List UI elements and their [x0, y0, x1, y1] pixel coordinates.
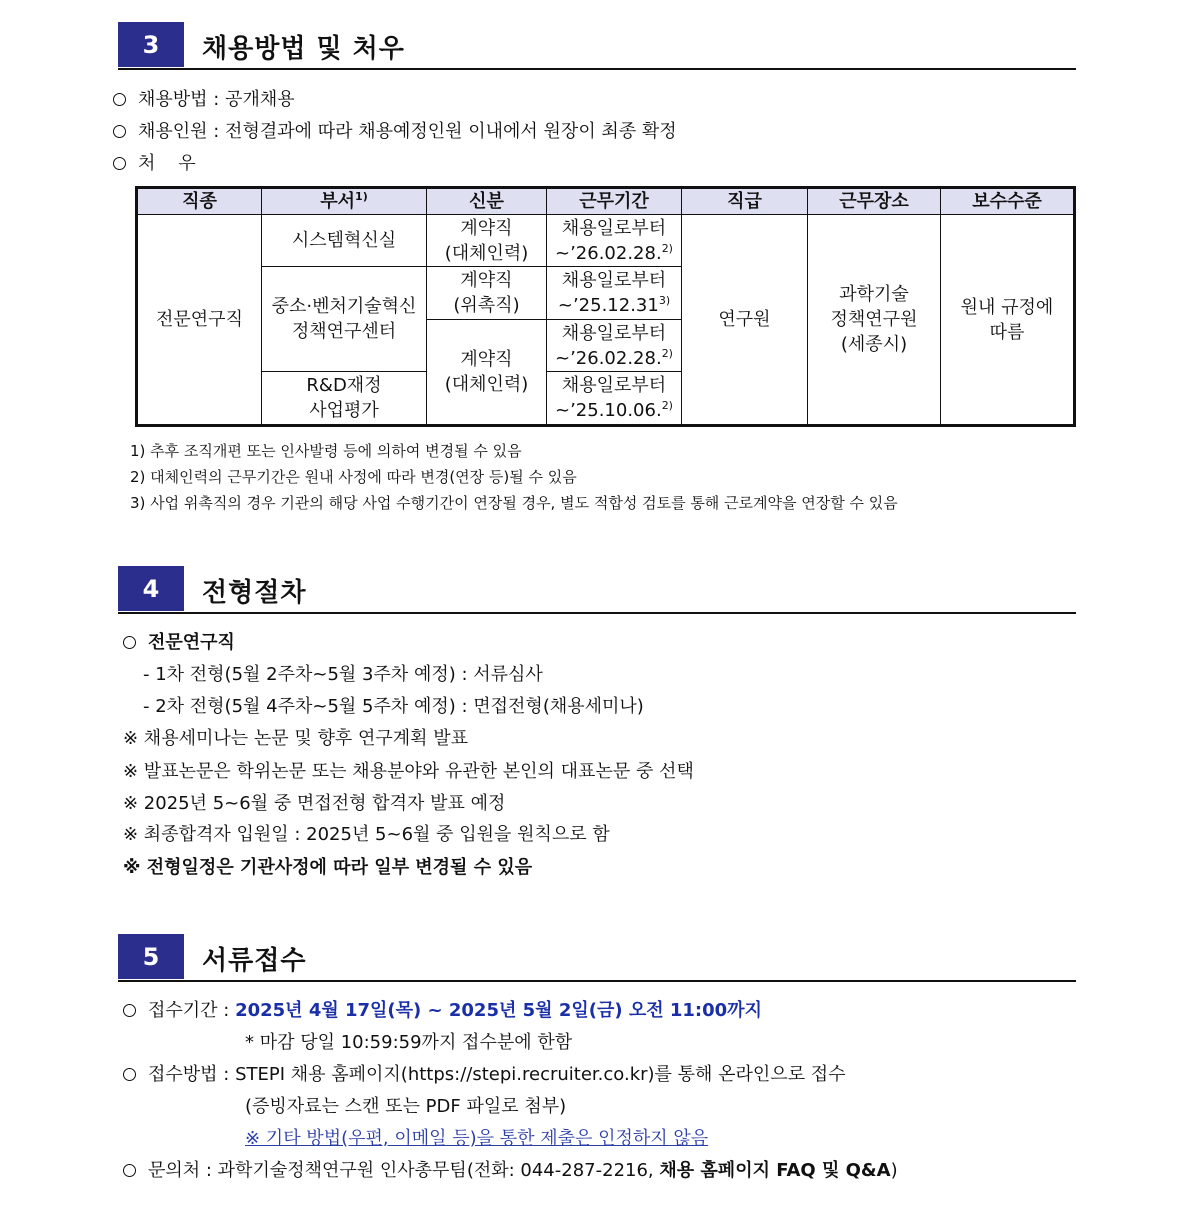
remark-line: ※ 발표논문은 학위논문 또는 채용분야와 유관한 본인의 대표논문 중 선택 — [123, 761, 694, 782]
section-title: 서류접수 — [202, 946, 307, 976]
cell-status: 계약직 (위촉직) — [427, 267, 547, 319]
cell-grade: 연구원 — [682, 215, 808, 426]
footnote-3: 3) 사업 위촉직의 경우 기관의 해당 사업 수행기간이 연장될 경우, 별도 적합성 검토를 통해 근로계약을 연장할 수 있음 — [130, 494, 898, 512]
circle-bullet-icon — [123, 636, 136, 649]
section-5-header — [118, 934, 1076, 982]
apply-method-note: (증빙자료는 스캔 또는 PDF 파일로 첨부) — [245, 1096, 567, 1117]
section-3-header — [118, 22, 1076, 70]
treatment-table — [135, 186, 1076, 427]
header-pay: 보수수준 — [941, 188, 1075, 215]
recruit-method-line: 채용방법 : 공개채용 — [113, 89, 295, 111]
header-status: 신분 — [427, 188, 547, 215]
table-row — [137, 215, 1075, 267]
apply-method-warning: ※ 기타 방법(우편, 이메일 등)을 통한 제출은 인정하지 않음 — [245, 1128, 709, 1149]
remark-line: ※ 최종합격자 입원일 : 2025년 5~6월 중 입원을 원칙으로 함 — [123, 824, 610, 845]
footnote-mark: 1) — [355, 190, 368, 203]
header-place: 근무장소 — [808, 188, 941, 215]
header-dept: 부서$^{1)}$ — [262, 188, 427, 215]
circle-bullet-icon — [113, 93, 126, 106]
section-4-header — [118, 566, 1076, 614]
header-job-type: 직종 — [137, 188, 262, 215]
section-title: 전형절차 — [202, 578, 307, 608]
cell-status: 계약직 (대체인력) — [427, 319, 547, 425]
contact-line: 문의처 : 과학기술정책연구원 인사총무팀(전화: 044-287-2216, 채용 홈페이지 FAQ 및 Q&A) — [123, 1160, 898, 1182]
cell-dept: 시스템혁신실 — [262, 215, 427, 267]
circle-bullet-icon — [123, 1164, 136, 1177]
section-title: 채용방법 및 처우 — [202, 34, 405, 64]
research-job-heading: 전문연구직 — [123, 632, 235, 654]
recruit-headcount-line: 채용인원 : 전형결과에 따라 채용예정인원 이내에서 원장이 최종 확정 — [113, 121, 677, 143]
cell-dept: R&D재정 사업평가 — [262, 372, 427, 426]
section-number: 5 — [118, 934, 184, 979]
cell-status: 계약직 (대체인력) — [427, 215, 547, 267]
circle-bullet-icon — [113, 157, 126, 170]
circle-bullet-icon — [123, 1004, 136, 1017]
circle-bullet-icon — [123, 1068, 136, 1081]
header-grade: 직급 — [682, 188, 808, 215]
apply-method-line: 접수방법 : STEPI 채용 홈페이지(https://stepi.recruiter.co.kr)를 통해 온라인으로 접수 — [123, 1064, 846, 1086]
faq-qa-link-text: 채용 홈페이지 FAQ 및 Q&A — [659, 1160, 891, 1181]
section-number: 3 — [118, 22, 184, 67]
apply-period-value: 2025년 4월 17일(목) ~ 2025년 5월 2일(금) 오전 11:00까지 — [235, 1000, 762, 1021]
section-number: 4 — [118, 566, 184, 611]
schedule-change-remark: ※ 전형일정은 기관사정에 따라 일부 변경될 수 있음 — [123, 857, 533, 878]
cell-period: 채용일로부터 ~’26.02.28.$^{2)}$ — [547, 215, 682, 267]
remark-line: ※ 2025년 5~6월 중 면접전형 합격자 발표 예정 — [123, 793, 506, 814]
table-header-row — [137, 188, 1075, 215]
apply-period-line: 접수기간 : 2025년 4월 17일(목) ~ 2025년 5월 2일(금) 오전 11:00까지 — [123, 1000, 762, 1022]
step-1-line: - 1차 전형(5월 2주차~5월 3주차 예정) : 서류심사 — [143, 664, 543, 685]
circle-bullet-icon — [113, 125, 126, 138]
cell-period: 채용일로부터 ~’26.02.28.$^{2)}$ — [547, 319, 682, 371]
apply-period-note: * 마감 당일 10:59:59까지 접수분에 한함 — [245, 1032, 573, 1053]
remark-line: ※ 채용세미나는 논문 및 향후 연구계획 발표 — [123, 728, 469, 749]
header-period: 근무기간 — [547, 188, 682, 215]
footnote-2: 2) 대체인력의 근무기간은 원내 사정에 따라 변경(연장 등)될 수 있음 — [130, 468, 577, 486]
cell-dept: 중소·벤처기술혁신 정책연구센터 — [262, 267, 427, 372]
cell-place: 과학기술 정책연구원 (세종시) — [808, 215, 941, 426]
treatment-line: 처 우 — [113, 153, 196, 175]
cell-period: 채용일로부터 ~’25.10.06.$^{2)}$ — [547, 372, 682, 426]
cell-pay: 원내 규정에 따름 — [941, 215, 1075, 426]
cell-period: 채용일로부터 ~’25.12.31$^{3)}$ — [547, 267, 682, 319]
step-2-line: - 2차 전형(5월 4주차~5월 5주차 예정) : 면접전형(채용세미나) — [143, 696, 644, 717]
cell-job-type: 전문연구직 — [137, 215, 262, 426]
footnote-1: 1) 추후 조직개편 또는 인사발령 등에 의하여 변경될 수 있음 — [130, 442, 522, 460]
